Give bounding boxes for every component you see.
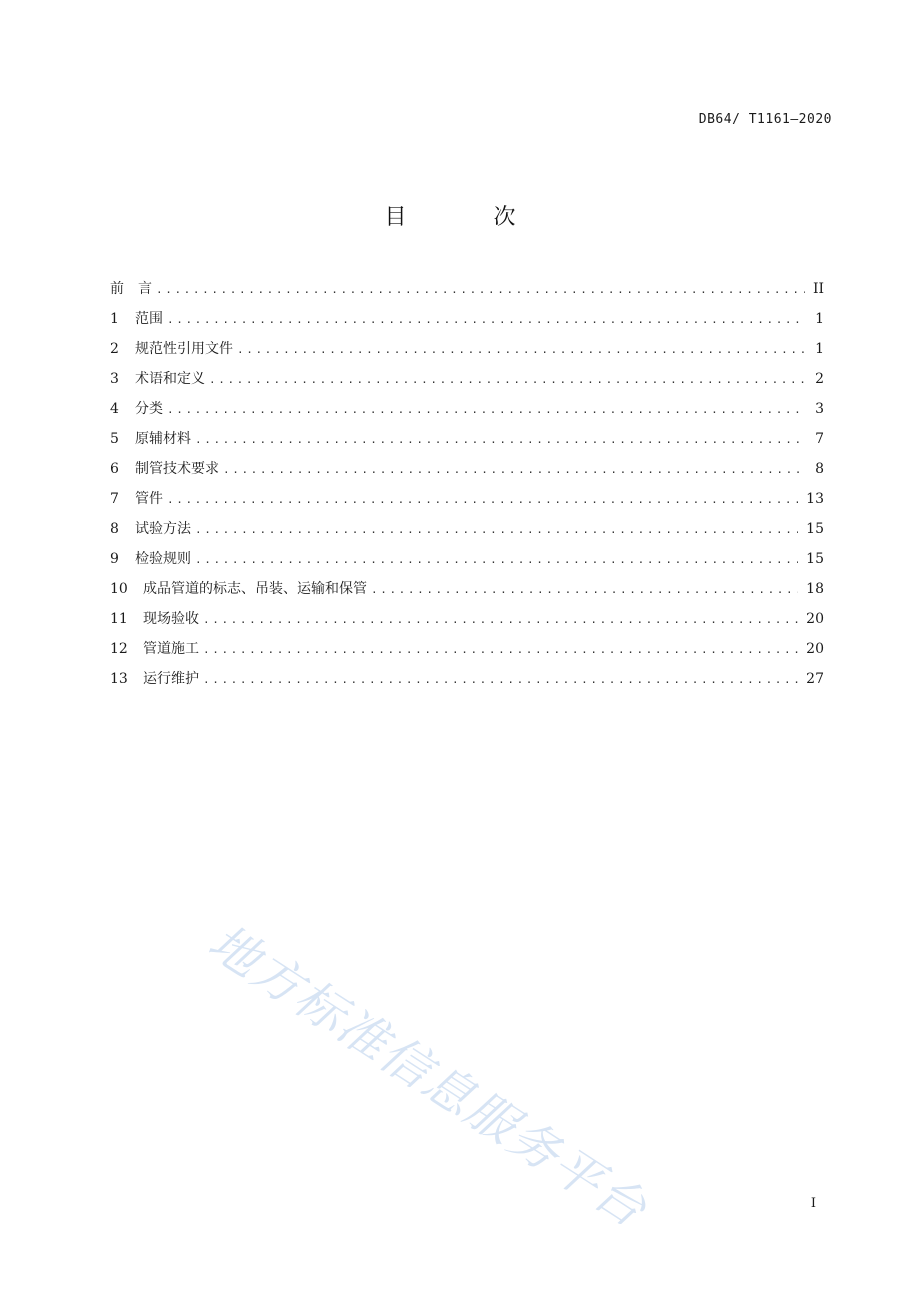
toc-entry-title: 前 言 <box>110 281 152 297</box>
toc-entry-title: 检验规则 <box>135 551 191 567</box>
toc-entry-3[interactable] <box>110 368 824 398</box>
toc-entry-number: 6 <box>110 461 119 477</box>
toc-entry-title: 管道施工 <box>143 641 199 657</box>
toc-entry-13[interactable] <box>110 668 824 698</box>
page-title: 目 次 <box>384 205 556 230</box>
toc-entry-number: 10 <box>110 581 128 597</box>
toc-entry-page: 15 <box>806 521 824 537</box>
toc-entry-number: 3 <box>110 371 119 387</box>
toc-entry-page: 1 <box>815 341 824 357</box>
dot-leader <box>195 549 798 571</box>
dot-leader <box>167 399 806 421</box>
toc-entry-title: 规范性引用文件 <box>135 341 233 357</box>
dot-leader <box>237 339 806 361</box>
toc-entry-number: 4 <box>110 401 119 417</box>
dot-leader <box>195 519 798 541</box>
dot-leader <box>223 459 806 481</box>
toc-entry-number: 8 <box>110 521 119 537</box>
toc-entry-9[interactable] <box>110 548 824 578</box>
dot-leader <box>203 639 798 661</box>
toc-entry-page: 2 <box>815 371 824 387</box>
toc-entry-number: 7 <box>110 491 119 507</box>
toc-entry-number: 1 <box>110 311 119 327</box>
toc-entry-title: 制管技术要求 <box>135 461 219 477</box>
toc-entry-page: 8 <box>815 461 824 477</box>
toc-entry-title: 原辅材料 <box>135 431 191 447</box>
dot-leader <box>156 279 805 301</box>
dot-leader <box>209 369 806 391</box>
toc-entry-number: 5 <box>110 431 119 447</box>
watermark: 地方标准信息服务平台 <box>198 913 658 1239</box>
toc-entry-page: 13 <box>806 491 824 507</box>
toc-entry-2[interactable] <box>110 338 824 368</box>
dot-leader <box>371 579 798 601</box>
toc-entry-number: 11 <box>110 611 128 627</box>
toc-entry-page: 1 <box>815 311 824 327</box>
toc-entry-10[interactable] <box>110 578 824 608</box>
toc-entry-title: 现场验收 <box>143 611 199 627</box>
toc-entry-number: 9 <box>110 551 119 567</box>
toc-entry-page: II <box>812 281 824 297</box>
dot-leader <box>203 609 798 631</box>
toc-entry-5[interactable] <box>110 428 824 458</box>
toc-entry-title: 管件 <box>135 491 163 507</box>
toc-entry-8[interactable] <box>110 518 824 548</box>
toc-entry-1[interactable] <box>110 308 824 338</box>
toc-entry-number: 2 <box>110 341 119 357</box>
toc-entry-4[interactable] <box>110 398 824 428</box>
toc-entry-title: 术语和定义 <box>135 371 205 387</box>
toc-entry-page: 7 <box>815 431 824 447</box>
dot-leader <box>195 429 806 451</box>
toc-entry-11[interactable] <box>110 608 824 638</box>
toc-entry-title: 范围 <box>135 311 163 327</box>
toc-entry-title: 运行维护 <box>143 671 199 687</box>
toc-entry-6[interactable] <box>110 458 824 488</box>
toc-entry-12[interactable] <box>110 638 824 668</box>
toc-entry-7[interactable] <box>110 488 824 518</box>
toc-entry-page: 20 <box>806 611 824 627</box>
page-number: I <box>810 1196 816 1211</box>
toc-entry-number: 12 <box>110 641 128 657</box>
table-of-contents <box>110 278 824 698</box>
toc-entry-page: 15 <box>806 551 824 567</box>
toc-entry-foreword[interactable] <box>110 278 824 308</box>
dot-leader <box>167 489 798 511</box>
toc-entry-page: 20 <box>806 641 824 657</box>
dot-leader <box>203 669 798 691</box>
toc-entry-page: 3 <box>815 401 824 417</box>
toc-entry-title: 分类 <box>135 401 163 417</box>
toc-entry-page: 27 <box>806 671 824 687</box>
toc-entry-page: 18 <box>806 581 824 597</box>
document-code: DB64/ T1161—2020 <box>698 112 832 127</box>
toc-entry-title: 试验方法 <box>135 521 191 537</box>
toc-entry-title: 成品管道的标志、吊装、运输和保管 <box>143 581 367 597</box>
dot-leader <box>167 309 806 331</box>
toc-entry-number: 13 <box>110 671 128 687</box>
